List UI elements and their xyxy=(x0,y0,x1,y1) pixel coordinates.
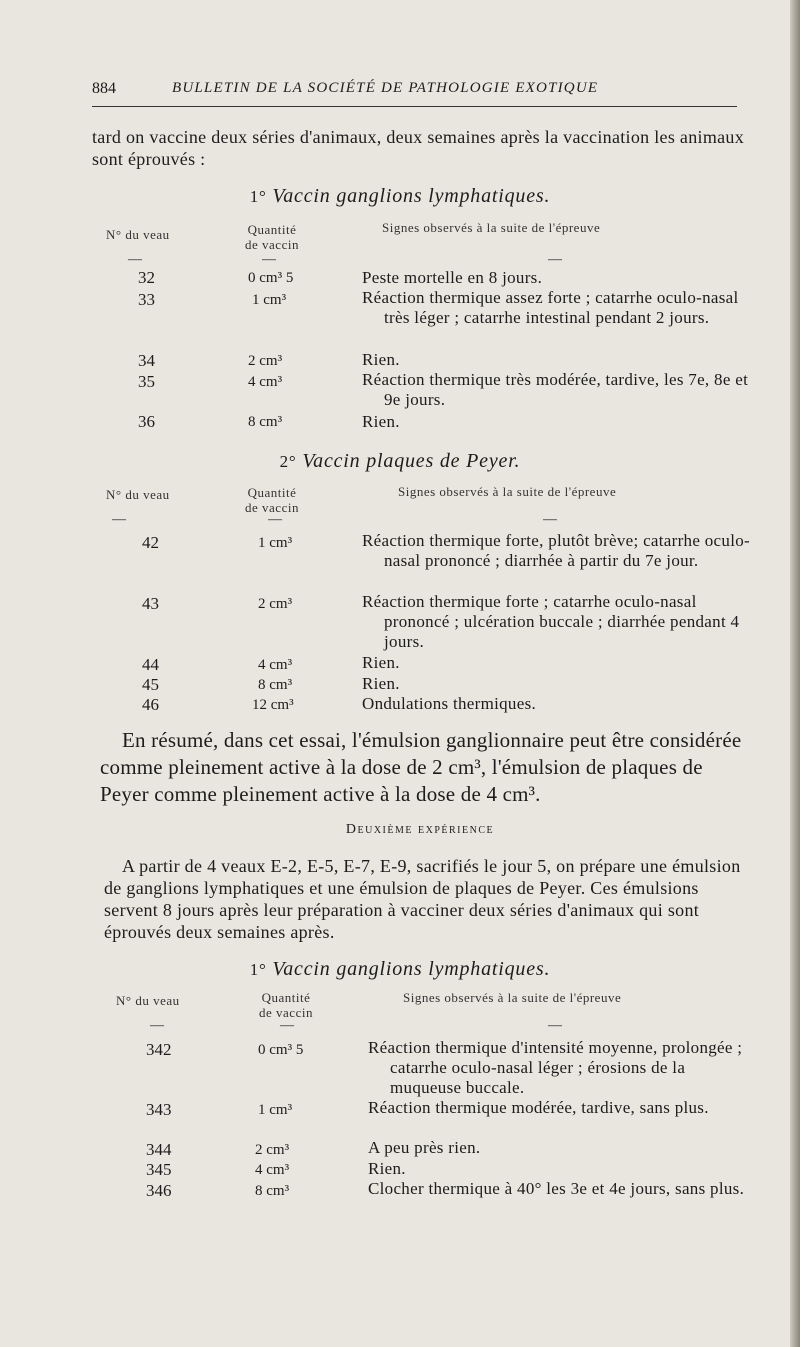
dash: — xyxy=(548,252,562,267)
experiment2-paragraph: A partir de 4 veaux E-2, E-5, E-7, E-9, sacrifiés le jour 5, on prépare une émulsion de ganglions lymphatiques et une émulsion de plaques de Peyer. Ces émulsions servent 8 jours après leur préparation à vacciner deux séries d'animaux qui sont éprouvés deux semaines après. xyxy=(104,856,741,942)
summary-paragraph: En résumé, dans cet essai, l'émulsion ganglionnaire peut être considérée comme pleinement active à la dose de 2 cm³, l'émulsion de plaques de Peyer comme pleinement active à la dose de 4 cm³. xyxy=(100,728,742,806)
dash: — xyxy=(150,1018,164,1033)
dash: — xyxy=(268,512,282,527)
dash: — xyxy=(543,512,557,527)
col-head-signs: Signes observés à la suite de l'épreuve xyxy=(403,990,622,1005)
dash: — xyxy=(262,252,276,267)
col-head-qty: Quantité de vaccin xyxy=(245,485,299,515)
intro-paragraph: tard on vaccine deux séries d'animaux, deux semaines après la vaccination les animaux sont éprouvés : xyxy=(92,127,745,169)
col-head-calf: N° du veau xyxy=(106,487,170,502)
col-head-calf: N° du veau xyxy=(106,227,170,242)
running-title: BULLETIN DE LA SOCIÉTÉ DE PATHOLOGIE EXOTIQUE xyxy=(172,80,599,96)
page-number: 884 xyxy=(92,80,116,97)
table2-title: 2° Vaccin plaques de Peyer. xyxy=(279,450,521,472)
page-header xyxy=(92,80,737,107)
dash: — xyxy=(280,1018,294,1033)
col-head-calf: N° du veau xyxy=(116,993,180,1008)
dash: — xyxy=(548,1018,562,1033)
dash: — xyxy=(128,252,142,267)
col-head-qty: Quantité de vaccin xyxy=(245,222,299,252)
experiment2-title: Deuxième expérience xyxy=(345,822,495,837)
dash: — xyxy=(112,512,126,527)
col-head-qty: Quantité de vaccin xyxy=(259,990,313,1020)
col-head-signs: Signes observés à la suite de l'épreuve xyxy=(382,220,601,235)
col-head-signs: Signes observés à la suite de l'épreuve xyxy=(398,484,617,499)
table1-title: 1° Vaccin ganglions lymphatiques. xyxy=(249,185,551,207)
table3-title: 1° Vaccin ganglions lymphatiques. xyxy=(249,958,551,980)
